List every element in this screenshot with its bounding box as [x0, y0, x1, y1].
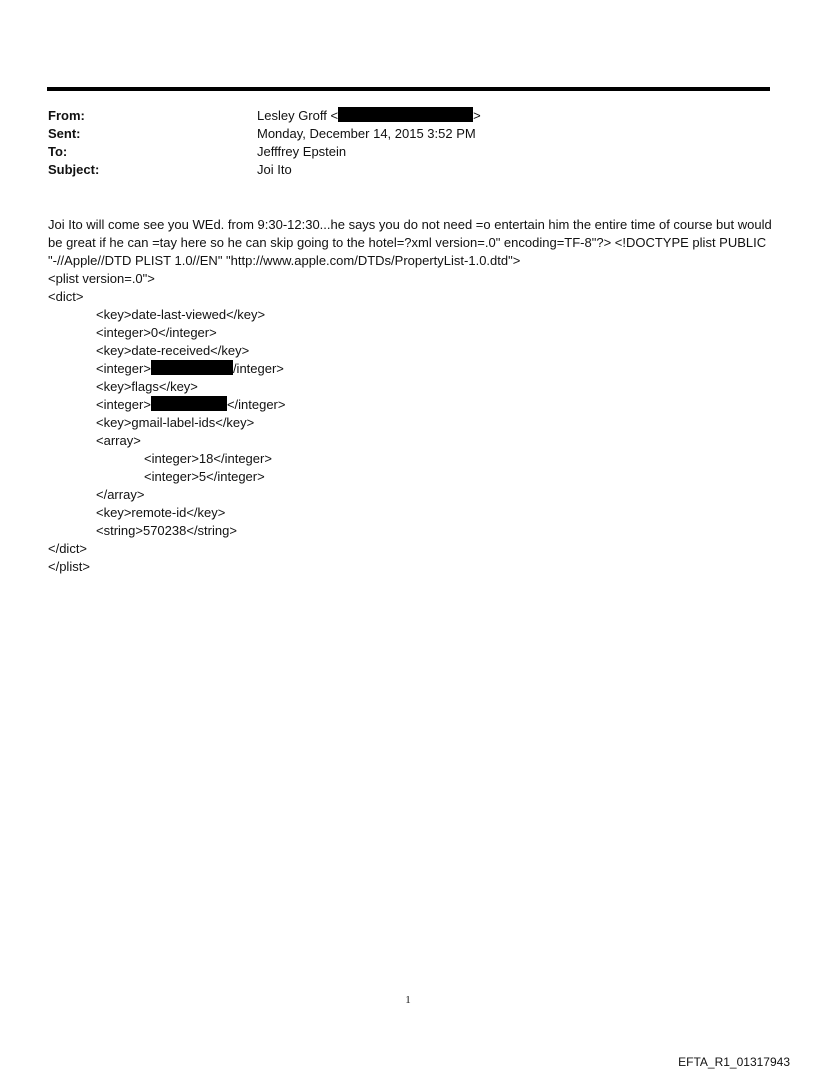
integer-open-tag: <integer> — [96, 361, 151, 376]
header-rule — [47, 87, 770, 91]
integer-redacted-line-2 — [48, 396, 773, 414]
key-gmail-label-ids-line: <key>gmail-label-ids</key> — [96, 415, 255, 430]
integer-5-line: <integer>5</integer> — [144, 469, 265, 484]
from-value — [257, 107, 481, 125]
integer-18-line: <integer>18</integer> — [144, 451, 272, 466]
integer-zero-line: <integer>0</integer> — [96, 325, 217, 340]
sent-label: Sent: — [48, 126, 81, 141]
sent-value: Monday, December 14, 2015 3:52 PM — [257, 126, 476, 141]
email-body — [48, 216, 773, 576]
to-label: To: — [48, 144, 68, 159]
subject-label: Subject: — [48, 162, 100, 177]
dict-close-line: </dict> — [48, 541, 88, 556]
document-id: EFTA_R1_01317943 — [678, 1055, 790, 1069]
to-row — [48, 143, 481, 161]
page-number: 1 — [405, 994, 411, 1006]
array-open-line: <array> — [96, 433, 141, 448]
integer-open-tag: <integer> — [96, 397, 151, 412]
sent-row — [48, 125, 481, 143]
integer-close-tag: </integer> — [226, 397, 286, 412]
key-remote-id-line: <key>remote-id</key> — [96, 505, 226, 520]
to-value: Jefffrey Epstein — [257, 144, 347, 159]
from-label: From: — [48, 108, 85, 123]
plist-open-line: <plist version=.0"> — [48, 271, 155, 286]
integer-close-tag: /integer> — [232, 361, 284, 376]
key-date-received-line: <key>date-received</key> — [96, 343, 250, 358]
subject-value: Joi Ito — [257, 162, 292, 177]
email-header — [48, 107, 481, 179]
body-paragraph: Joi Ito will come see you WEd. from 9:30-12:30...he says you do not need =o entertain him the entire time of course but would be great if he can =tay here so he can skip going to the hotel=?xml version=.0" encoding=TF-8"?> <!DOCTYPE plist PUBLIC "-//Apple//DTD PLIST 1.0//EN" "http://www.apple.com/DTDs/PropertyList-1.0.dtd"> — [48, 217, 772, 268]
plist-close-line: </plist> — [48, 559, 90, 574]
subject-row — [48, 161, 481, 179]
redaction-box — [151, 360, 233, 375]
redaction-box — [338, 107, 473, 122]
redaction-box — [151, 396, 227, 411]
integer-redacted-line-1 — [48, 360, 773, 378]
dict-open-line: <dict> — [48, 289, 84, 304]
array-close-line: </array> — [96, 487, 145, 502]
from-lt: < — [330, 108, 339, 123]
from-gt: > — [473, 108, 481, 123]
string-remote-id-line: <string>570238</string> — [96, 523, 237, 538]
from-name: Lesley Groff — [257, 108, 327, 123]
key-flags-line: <key>flags</key> — [96, 379, 198, 394]
key-date-last-viewed-line: <key>date-last-viewed</key> — [96, 307, 266, 322]
from-row — [48, 107, 481, 125]
